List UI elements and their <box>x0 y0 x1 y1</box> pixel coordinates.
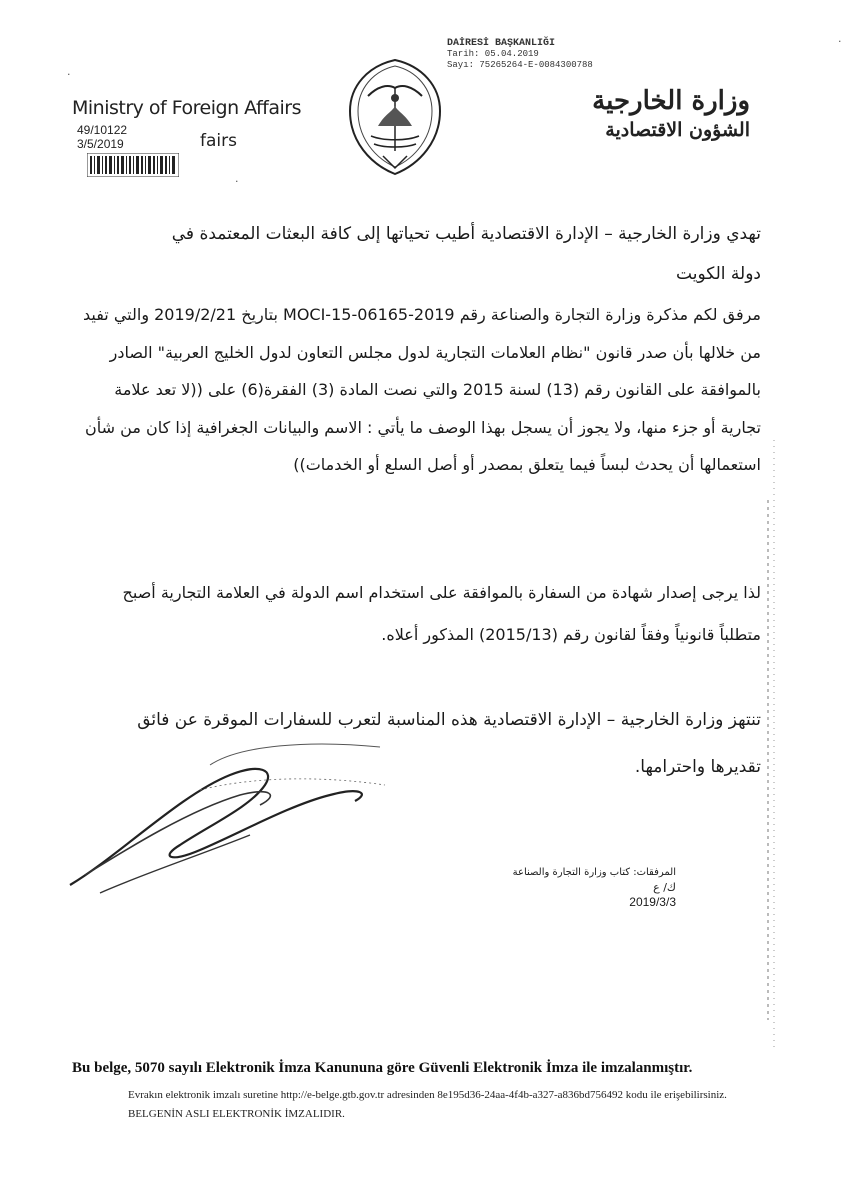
scan-mark: · <box>235 175 239 188</box>
reference-number: 49/10122 <box>77 123 128 137</box>
footer-details <box>128 1086 727 1124</box>
footer-original-note: BELGENİN ASLI ELEKTRONİK İMZALIDIR. <box>128 1108 345 1120</box>
footer-verification-link: Evrakın elektronik imzalı suretine http://e-belge.gtb.gov.tr adresinden 8e195d36-24aa-4f4b-a327-a836bd756492 kodu ile erişebilirsiniz. <box>128 1089 727 1101</box>
intro-paragraph: تهدي وزارة الخارجية – الإدارة الاقتصادية أطيب تحياتها إلى كافة البعثات المعتمدة في دولة الكويت <box>171 224 761 284</box>
scan-mark: · <box>67 68 71 81</box>
scan-mark: · <box>838 35 842 48</box>
attachments-date: 2019/3/3 <box>629 895 676 909</box>
stamp-number: Sayı: 75265264-E-0084300788 <box>447 60 593 70</box>
attachments-block <box>456 865 676 910</box>
scan-edge-noise <box>750 240 790 1060</box>
closing-paragraph: تنتهز وزارة الخارجية – الإدارة الاقتصادية هذه المناسبة لتعرب للسفارات الموقرة عن فائق تقديرها واحترامها. <box>137 710 761 777</box>
reference-date: 3/5/2019 <box>77 137 124 151</box>
handwritten-signature <box>60 735 390 900</box>
kuwait-emblem-icon <box>338 56 452 178</box>
body-paragraph-1: مرفق لكم مذكرة وزارة التجارة والصناعة رقم MOCI-15-06165-2019 بتاريخ 2019/2/21 والتي تفيد من خلالها بأن صدر قانون "نظام العلامات التجارية لدول مجلس التعاون لدول الخليج العربية" الصادر بالموافقة على القانون رقم (13) لسنة 2015 والتي نصت المادة (3) الفقرة(6) على ((لا تعد علامة تجارية أو جزء منها، ولا يجوز أن يسجل بهذا الوصف ما يأتي : الاسم والبيانات الجغرافية إذا كان من شأن استعمالها أن يحدث لبساً فيما يتعلق بمصدر أو أصل السلع أو الخدمات)) <box>82 305 761 474</box>
ministry-title-en: Ministry of Foreign Affairs <box>72 97 302 119</box>
ministry-title-ar <box>540 85 750 141</box>
ministry-name-ar: وزارة الخارجية <box>592 86 750 116</box>
electronic-stamp <box>447 38 593 71</box>
attachments-ref: ك/ ع <box>653 881 676 894</box>
ministry-fragment: fairs <box>200 131 237 151</box>
department-name-ar: الشؤون الاقتصادية <box>605 119 750 141</box>
attachments-label: المرفقات: كتاب وزارة التجارة والصناعة <box>512 867 676 878</box>
footer-notice: Bu belge, 5070 sayılı Elektronik İmza Kanununa göre Güvenli Elektronik İmza ile imzalanmıştır. <box>72 1060 693 1076</box>
barcode-icon <box>87 153 179 177</box>
reference-block <box>77 123 127 151</box>
stamp-department: DAİRESİ BAŞKANLIĞI <box>447 38 556 49</box>
body-paragraph-2: لذا يرجى إصدار شهادة من السفارة بالموافقة على استخدام اسم الدولة في العلامة التجارية أصبح متطلباً قانونياً وفقاً لقانون رقم (2015/13) المذكور أعلاه. <box>122 583 761 644</box>
stamp-date: Tarih: 05.04.2019 <box>447 49 539 59</box>
